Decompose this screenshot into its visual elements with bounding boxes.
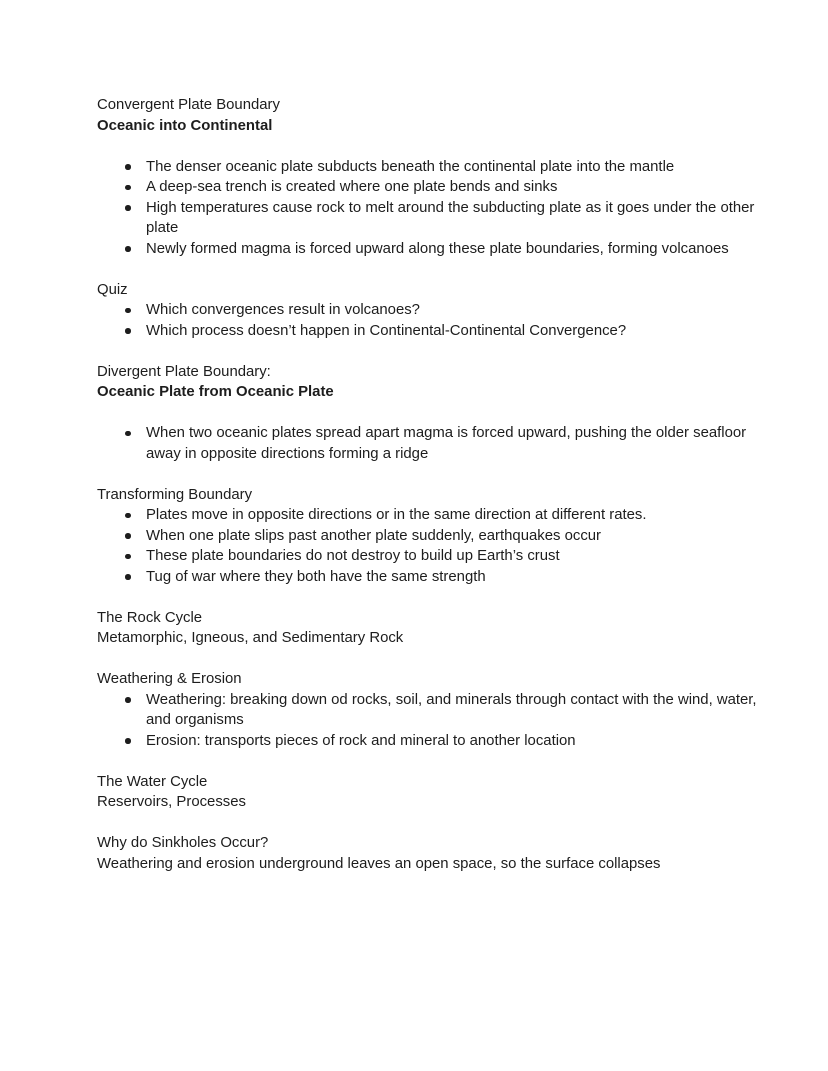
bullet-text: Newly formed magma is forced upward along these plate boundaries, forming volcanoes — [146, 240, 729, 257]
bullet-dot-icon — [125, 205, 131, 211]
bullet-text: Erosion: transports pieces of rock and mineral to another location — [146, 732, 576, 749]
bullet-list — [97, 505, 757, 587]
bullet-list — [97, 423, 757, 464]
bullet-text: When two oceanic plates spread apart magma is forced upward, pushing the older seafloor away in opposite directions forming a ridge — [146, 425, 747, 462]
bullet-item — [97, 157, 757, 178]
bullet-text: A deep-sea trench is created where one plate bends and sinks — [146, 179, 558, 195]
doc-section — [97, 95, 757, 259]
bullet-text: When one plate slips past another plate suddenly, earthquakes occur — [146, 527, 601, 544]
bullet-item — [97, 731, 757, 752]
bullet-dot-icon — [125, 738, 131, 744]
bullet-text: Plates move in opposite directions or in the same direction at different rates. — [146, 507, 647, 523]
section-subheading: Oceanic into Continental — [97, 117, 273, 134]
bullet-dot-icon — [125, 328, 131, 334]
bullet-item — [97, 546, 757, 567]
bullet-dot-icon — [125, 697, 131, 703]
doc-section — [97, 485, 757, 588]
bullet-text: Which process doesn’t happen in Continental-Continental Convergence? — [146, 322, 627, 339]
doc-section — [97, 280, 757, 342]
doc-section — [97, 608, 757, 649]
bullet-list — [97, 157, 757, 260]
section-text-line: Why do Sinkholes Occur? — [97, 835, 269, 851]
section-text-line: The Rock Cycle — [97, 609, 203, 626]
bullet-dot-icon — [125, 554, 131, 560]
bullet-item — [97, 239, 757, 260]
section-subheading: Oceanic Plate from Oceanic Plate — [97, 384, 334, 400]
doc-section — [97, 772, 757, 813]
bullet-dot-icon — [125, 431, 131, 437]
bullet-dot-icon — [125, 185, 131, 191]
section-text-line: Metamorphic, Igneous, and Sedimentary Rock — [97, 630, 404, 646]
bullet-item — [97, 690, 757, 731]
section-text-line: Weathering & Erosion — [97, 671, 242, 687]
section-text-line: Transforming Boundary — [97, 486, 253, 503]
bullet-item — [97, 177, 757, 198]
bullet-item — [97, 423, 757, 464]
section-text-line: Weathering and erosion underground leaves an open space, so the surface collapses — [97, 855, 661, 872]
bullet-dot-icon — [125, 513, 131, 519]
bullet-list — [97, 300, 757, 341]
section-text-line: Reservoirs, Processes — [97, 794, 246, 810]
doc-section — [97, 669, 757, 751]
doc-section — [97, 362, 757, 465]
section-text-line: Divergent Plate Boundary: — [97, 363, 271, 380]
bullet-item — [97, 300, 757, 321]
section-text-line: Quiz — [97, 281, 128, 298]
bullet-list — [97, 690, 757, 752]
bullet-item — [97, 198, 757, 239]
bullet-text: These plate boundaries do not destroy to build up Earth’s crust — [146, 548, 560, 564]
bullet-dot-icon — [125, 574, 131, 580]
section-text-line: Convergent Plate Boundary — [97, 97, 280, 113]
bullet-text: Which convergences result in volcanoes? — [146, 302, 420, 318]
bullet-text: The denser oceanic plate subducts beneath the continental plate into the mantle — [146, 158, 675, 175]
doc-section — [97, 833, 757, 874]
bullet-dot-icon — [125, 164, 131, 170]
bullet-text: Weathering: breaking down od rocks, soil, and minerals through contact with the wind, water, and organisms — [146, 691, 757, 728]
section-text-line: The Water Cycle — [97, 773, 208, 790]
bullet-dot-icon — [125, 533, 131, 539]
bullet-item — [97, 567, 757, 588]
bullet-item — [97, 505, 757, 526]
bullet-text: Tug of war where they both have the same strength — [146, 568, 486, 585]
bullet-dot-icon — [125, 308, 131, 314]
bullet-item — [97, 321, 757, 342]
bullet-dot-icon — [125, 246, 131, 252]
bullet-item — [97, 526, 757, 547]
bullet-text: High temperatures cause rock to melt around the subducting plate as it goes under the other plate — [146, 199, 755, 236]
